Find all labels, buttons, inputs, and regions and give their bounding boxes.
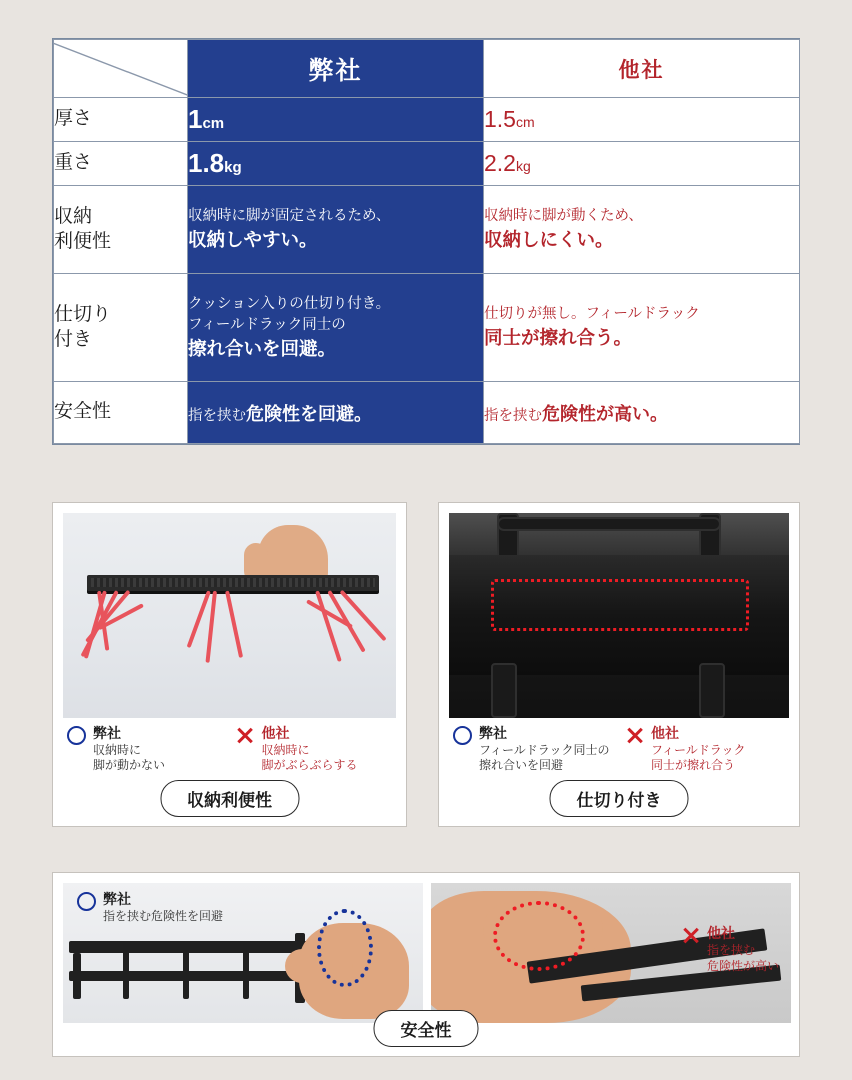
table-row <box>54 186 800 274</box>
other-safety-small: 指を挟む <box>484 407 542 424</box>
table-header-row <box>54 40 800 98</box>
ours-weight-unit: kg <box>224 159 242 176</box>
ours-safety-big: 危険性を回避。 <box>246 403 372 424</box>
other-divider <box>484 274 800 382</box>
safety-legend-other-title: 他社 <box>707 925 735 941</box>
divider-legend <box>453 725 785 774</box>
panel-safety <box>52 872 800 1057</box>
divider-legend-ours <box>453 725 613 774</box>
ours-weight <box>188 142 484 186</box>
divider-caption-pill: 仕切り付き <box>550 780 689 817</box>
row-label-divider-line1: 仕切り <box>54 304 112 326</box>
divider-legend-other <box>625 725 785 774</box>
comparison-table <box>53 39 800 444</box>
storage-legend-ours <box>67 725 224 774</box>
storage-legend-other-title: 他社 <box>261 724 290 741</box>
rack-frame <box>69 941 309 953</box>
table-row <box>54 274 800 382</box>
row-label-storage-line2: 利便性 <box>54 230 112 252</box>
table-row <box>54 382 800 444</box>
other-thickness-value: 1.5 <box>484 106 516 132</box>
storage-legend-other-sub1: 収納時に <box>261 742 310 757</box>
storage-legend <box>67 725 392 774</box>
safety-legend-other-sub2: 危険性が高い <box>707 958 780 973</box>
other-divider-small <box>484 304 799 325</box>
rack-frame <box>123 947 129 999</box>
ours-divider <box>188 274 484 382</box>
bag-strap-lower <box>699 663 725 718</box>
ours-thickness <box>188 98 484 142</box>
diagonal-slash-icon <box>54 40 188 98</box>
ours-divider-small2: フィールドラック同士の <box>188 316 346 333</box>
safety-legend-other-sub1: 指を挟む <box>707 943 756 957</box>
safety-legend-ours-title: 弊社 <box>103 891 131 907</box>
storage-legend-ours-text <box>93 725 165 774</box>
rack-frame <box>183 947 189 999</box>
divider-legend-ours-sub2: 擦れ合いを回避 <box>479 758 564 773</box>
safety-legend-other <box>681 925 779 974</box>
table-row <box>54 142 800 186</box>
rack-tabletop <box>87 575 379 591</box>
divider-legend-other-sub2: 同士が擦れ合う <box>651 758 736 773</box>
circle-ok-icon <box>453 726 472 745</box>
row-label-divider <box>54 274 188 382</box>
ours-storage-big: 収納しやすい。 <box>188 229 318 251</box>
other-divider-big: 同士が擦れ合う。 <box>484 327 633 349</box>
ours-weight-value: 1.8 <box>188 148 225 178</box>
divider-photo <box>449 513 789 718</box>
safety-legend-ours <box>77 891 223 925</box>
ours-thickness-unit: cm <box>202 115 225 132</box>
ours-safety <box>188 382 484 444</box>
cross-ng-icon <box>236 726 255 745</box>
circle-ok-icon <box>67 726 86 745</box>
divider-legend-other-sub1: フィールドラック <box>651 742 746 757</box>
highlight-box-divider <box>491 579 749 631</box>
safety-caption-pill: 安全性 <box>374 1010 479 1047</box>
storage-legend-ours-sub1: 収納時に <box>93 742 142 757</box>
rack-leg <box>225 591 243 658</box>
divider-legend-ours-title: 弊社 <box>479 724 507 741</box>
divider-legend-other-title: 他社 <box>651 724 679 741</box>
circle-ok-icon <box>77 892 96 911</box>
storage-legend-other-sub2: 脚がぶらぶらする <box>261 758 358 773</box>
other-weight-value: 2.2 <box>484 150 516 176</box>
safety-legend-ours-text <box>103 891 223 925</box>
other-weight <box>484 142 800 186</box>
ours-safety-small: 指を挟む <box>188 407 246 424</box>
other-thickness-unit: cm <box>515 114 535 130</box>
cross-ng-icon <box>681 926 700 945</box>
table-corner-cell <box>54 40 188 98</box>
highlight-circle-risk <box>493 901 585 971</box>
row-label-safety: 安全性 <box>54 382 188 444</box>
storage-caption-pill: 収納利便性 <box>160 780 299 817</box>
table-row <box>54 98 800 142</box>
comparison-table-container <box>52 38 800 445</box>
panel-storage-convenience <box>52 502 407 827</box>
storage-legend-other-text <box>262 725 358 774</box>
storage-legend-ours-title: 弊社 <box>93 724 121 741</box>
other-safety-big: 危険性が高い。 <box>542 403 668 424</box>
ours-divider-big: 擦れ合いを回避。 <box>188 337 337 359</box>
other-thickness <box>484 98 800 142</box>
rack-leg <box>340 590 387 642</box>
storage-legend-other <box>236 725 393 774</box>
safety-legend-ours-sub1: 指を挟む危険性を回避 <box>103 909 224 923</box>
panel-divider-feature <box>438 502 800 827</box>
storage-legend-ours-sub2: 脚が動かない <box>93 758 166 773</box>
ours-storage <box>188 186 484 274</box>
ours-storage-small: 収納時に脚が固定されるため、 <box>188 208 391 225</box>
other-storage-small: 収納時に脚が動くため、 <box>484 208 643 225</box>
storage-photo <box>63 513 396 718</box>
header-other: 他社 <box>484 40 800 98</box>
other-storage <box>484 186 800 274</box>
ours-divider-small1: クッション入りの仕切り付き。 <box>188 295 391 312</box>
safety-legend-other-text <box>707 925 779 974</box>
other-divider-small1: 仕切りが無し。 <box>484 306 586 323</box>
row-label-weight: 重さ <box>54 142 188 186</box>
divider-legend-ours-text <box>479 725 610 774</box>
row-label-divider-line2: 付き <box>54 328 93 350</box>
row-label-storage <box>54 186 188 274</box>
divider-legend-other-text <box>651 725 746 774</box>
other-storage-big: 収納しにくい。 <box>484 229 614 251</box>
other-divider-small2: フィールドラック <box>585 306 700 323</box>
header-ours: 弊社 <box>188 40 484 98</box>
ours-thickness-value: 1 <box>188 104 203 134</box>
bag-strap <box>497 517 721 531</box>
divider-legend-ours-sub1: フィールドラック同士の <box>479 742 610 757</box>
rack-frame <box>243 945 249 999</box>
other-safety <box>484 382 800 444</box>
row-label-thickness: 厚さ <box>54 98 188 142</box>
rack-frame <box>73 953 81 999</box>
bag-strap-lower <box>491 663 517 718</box>
other-weight-unit: kg <box>515 158 531 174</box>
cross-ng-icon <box>625 726 644 745</box>
rack-leg <box>315 590 342 662</box>
highlight-circle-safe <box>317 909 373 987</box>
row-label-storage-line1: 収納 <box>54 206 93 228</box>
